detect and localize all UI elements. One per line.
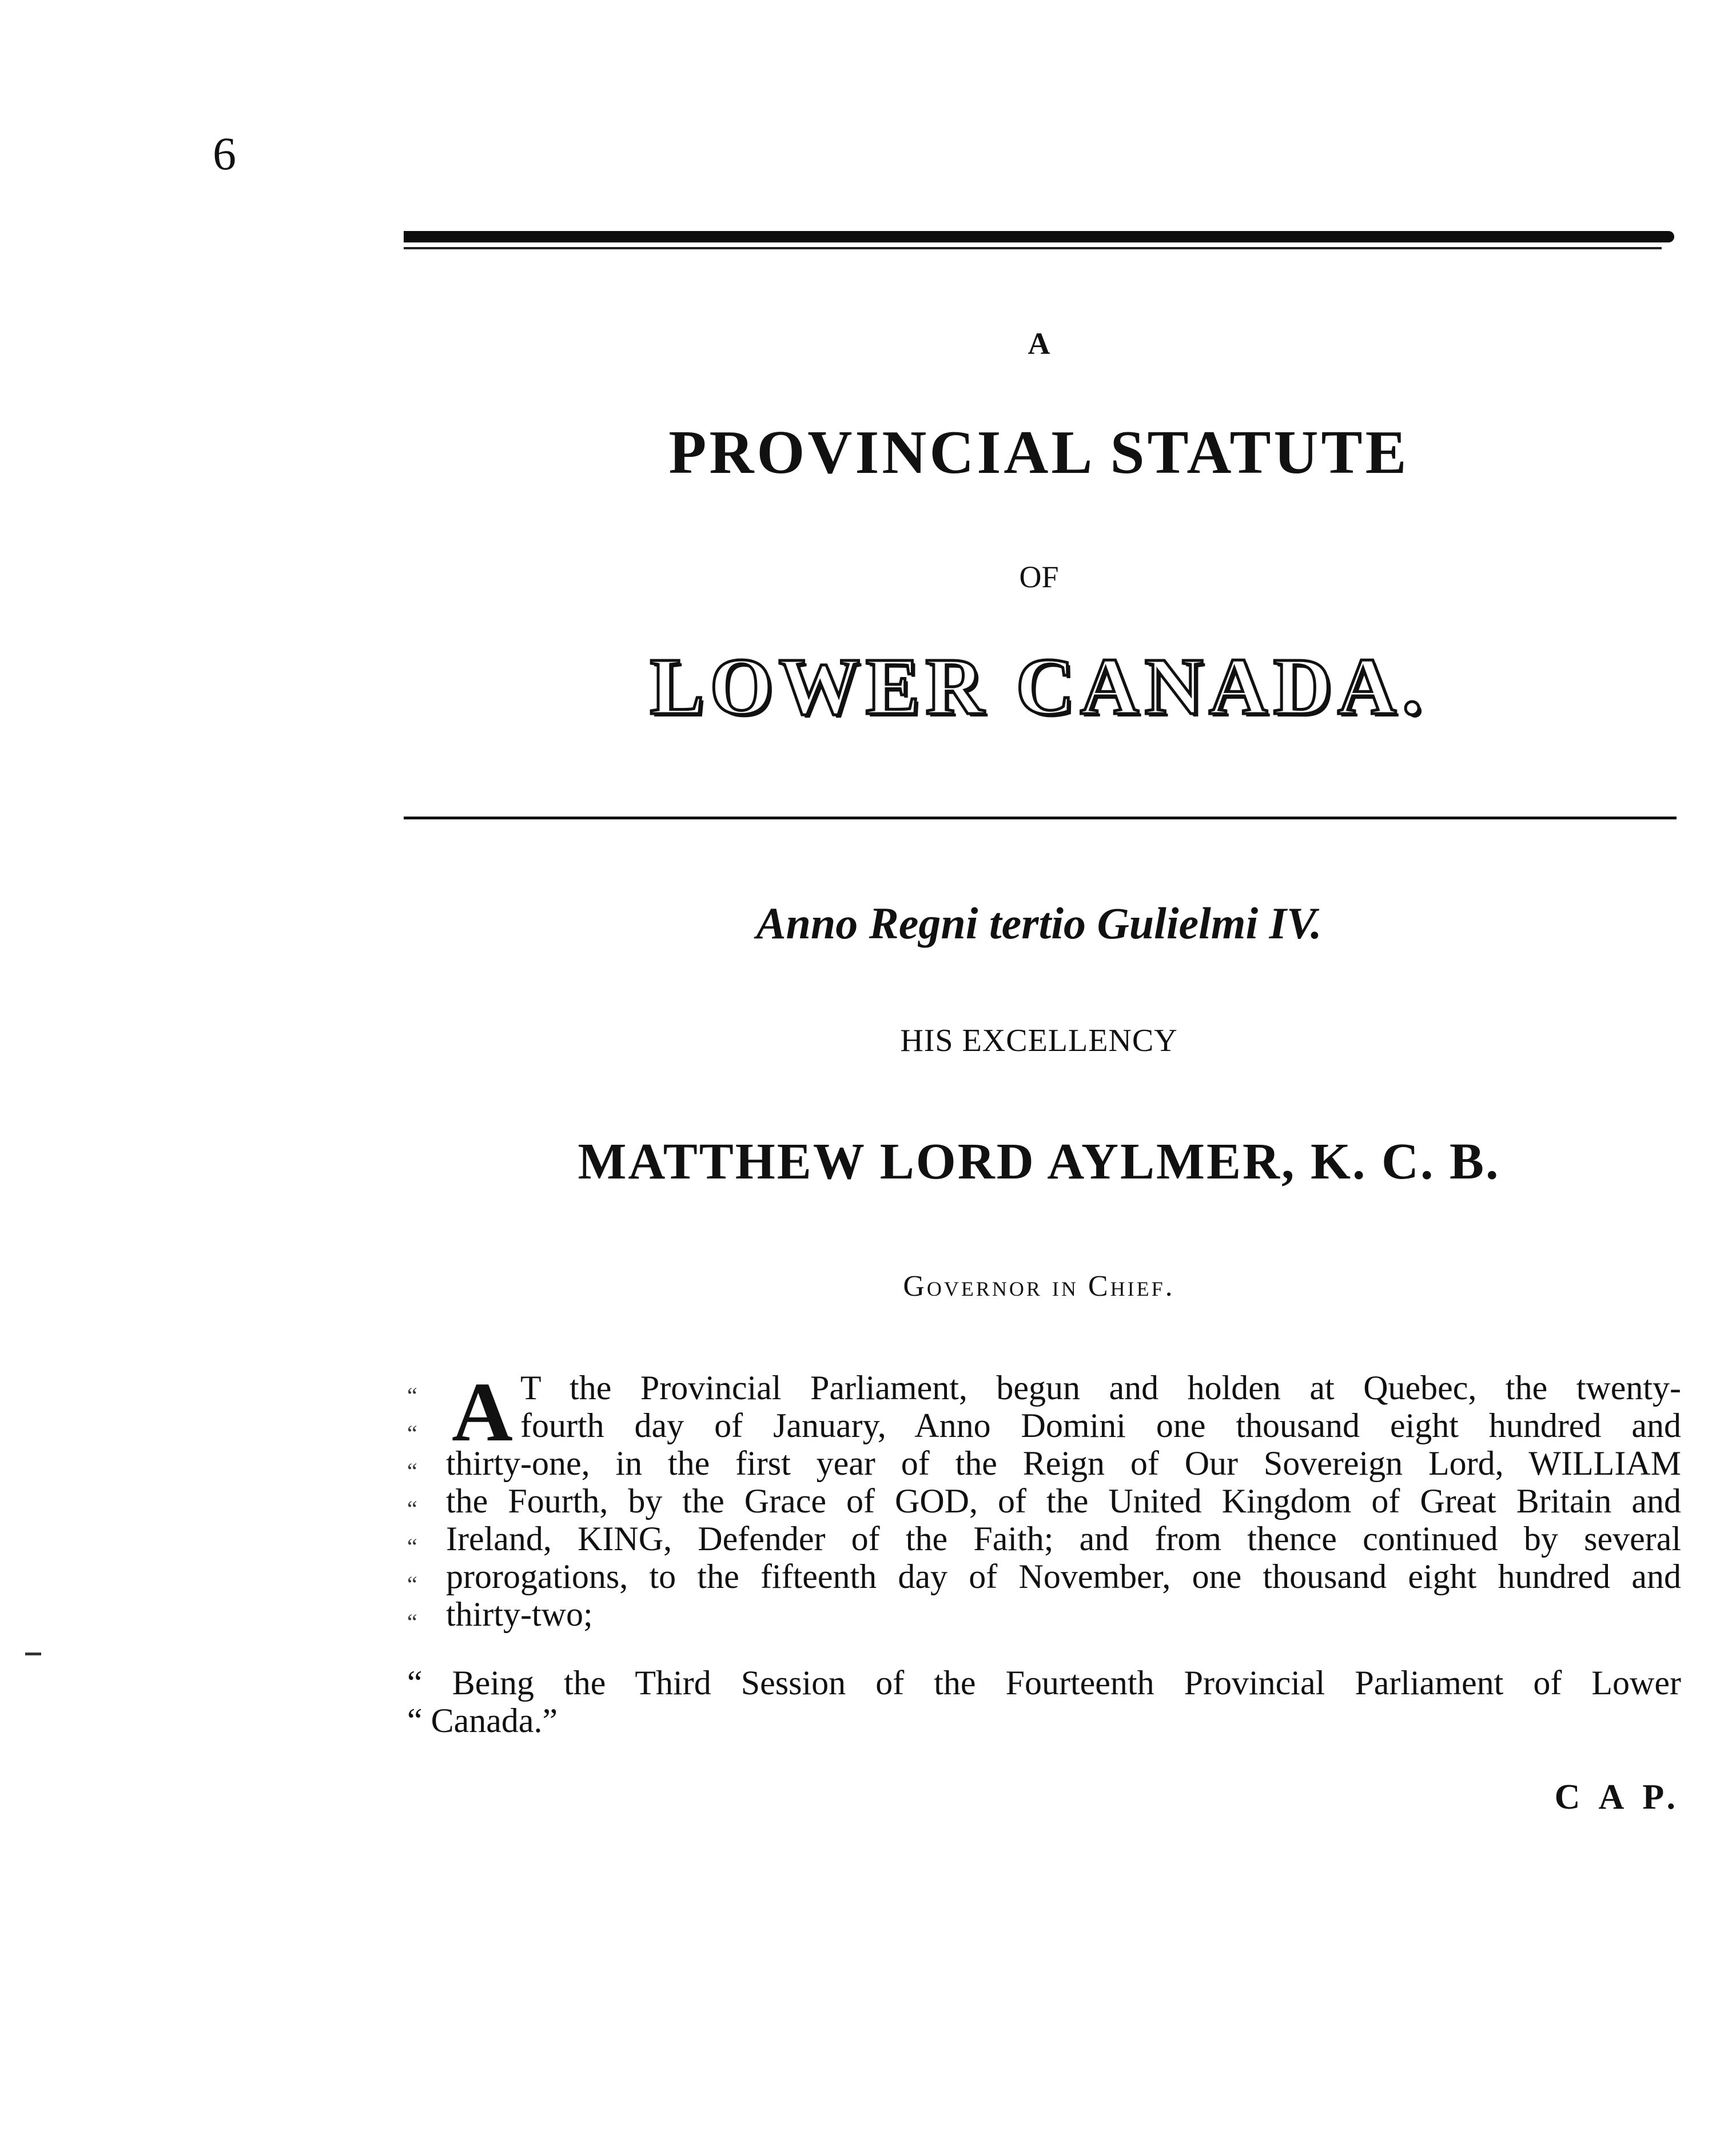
quote-marks-column <box>407 1377 438 1641</box>
quote-mark: “ <box>407 1496 417 1522</box>
session-paragraph <box>407 1664 1681 1739</box>
header-rule-thin <box>404 247 1662 249</box>
quote-mark: “ <box>407 1420 417 1446</box>
title-of: OF <box>1019 560 1059 594</box>
quote-mark: “ <box>407 1571 417 1597</box>
governor-title: Governor in Chief. <box>903 1270 1175 1303</box>
quote-mark: “ <box>407 1383 417 1408</box>
title-article: A <box>1028 327 1050 361</box>
proclamation-line: thirty-two; <box>446 1595 593 1633</box>
drop-cap: A <box>452 1365 513 1459</box>
proclamation-line: thirty-one, in the first year of the Reign of Our Sovereign Lord, WILLIAM <box>446 1444 1681 1482</box>
his-excellency: HIS EXCELLENCY <box>900 1023 1178 1058</box>
statute-title: PROVINCIAL STATUTE <box>668 419 1409 487</box>
session-line: “ Being the Third Session of the Fourteenth Provincial Parliament of Lower <box>407 1664 1681 1702</box>
quote-mark: “ <box>407 1458 417 1484</box>
proclamation-line: T the Provincial Parliament, begun and holden at Quebec, the twenty- <box>520 1369 1681 1407</box>
margin-mark <box>25 1653 41 1655</box>
regnal-year: Anno Regni tertio Gulielmi IV. <box>756 898 1322 948</box>
proclamation-line: prorogations, to the fifteenth day of November, one thousand eight hundred and <box>446 1558 1681 1595</box>
proclamation-line: fourth day of January, Anno Domini one thousand eight hundred and <box>520 1407 1681 1444</box>
quote-mark: “ <box>407 1609 417 1635</box>
session-line: “ Canada.” <box>407 1702 558 1739</box>
proclamation-line: the Fourth, by the Grace of GOD, of the United Kingdom of Great Britain and <box>446 1482 1681 1520</box>
section-divider <box>404 817 1677 819</box>
catchword: C A P. <box>1554 1778 1681 1817</box>
province-name: LOWER CANADA. <box>650 641 1428 731</box>
proclamation-line: Ireland, KING, Defender of the Faith; and from thence continued by several <box>446 1520 1681 1558</box>
header-rule-thick <box>404 231 1674 242</box>
quote-mark: “ <box>407 1534 417 1559</box>
page-number: 6 <box>213 128 236 180</box>
proclamation-paragraph <box>446 1365 1681 1633</box>
governor-name: MATTHEW LORD AYLMER, K. C. B. <box>578 1133 1500 1190</box>
